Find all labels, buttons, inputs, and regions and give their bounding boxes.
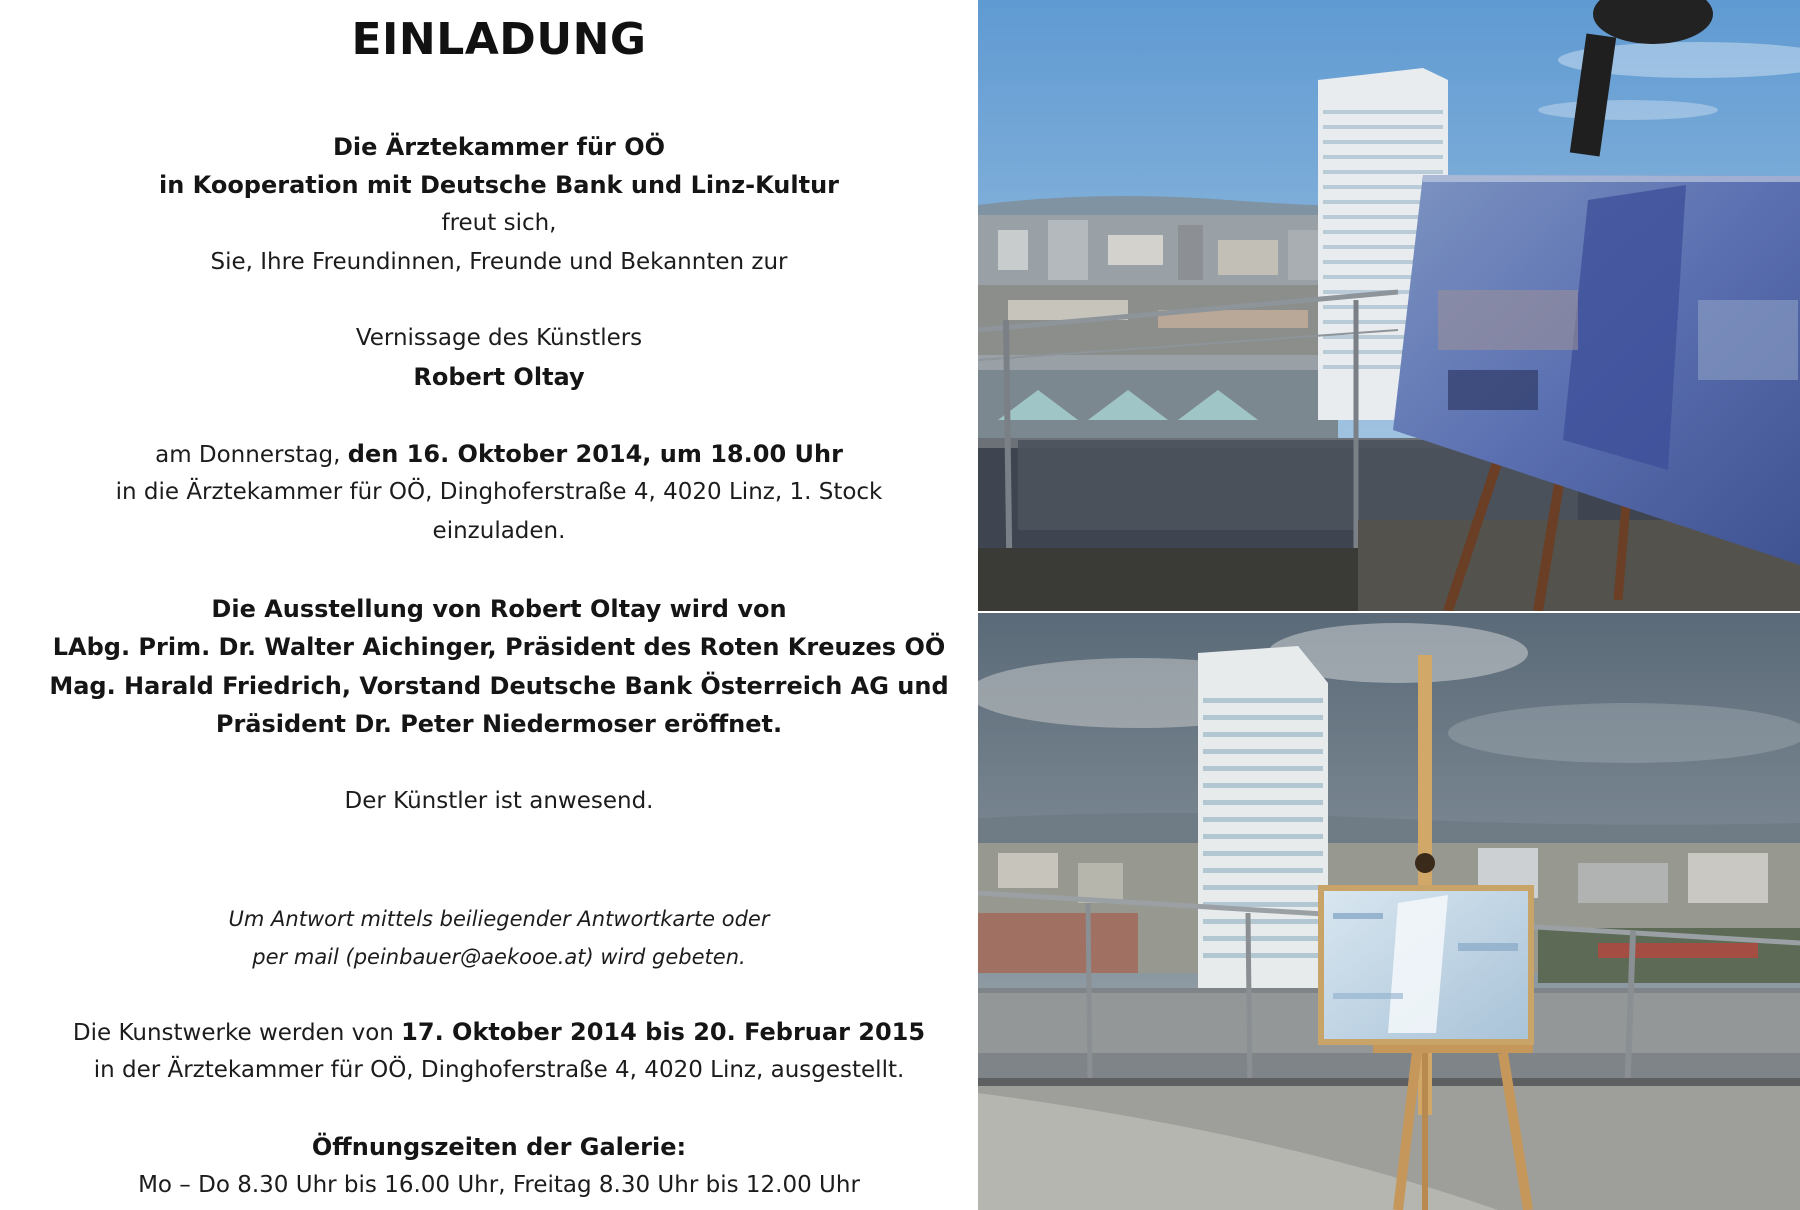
- rsvp-line-1: Um Antwort mittels beiliegender Antwortkarte oder: [228, 907, 770, 931]
- exhibit-prefix: Die Kunstwerke werden von: [72, 1020, 402, 1046]
- hours-title: Öffnungszeiten der Galerie:: [311, 1133, 687, 1161]
- invite-end: einzuladen.: [432, 518, 566, 544]
- greeting-line-1: freut sich,: [441, 210, 557, 236]
- photo-column: [978, 0, 1800, 1210]
- artist-present: Der Künstler ist anwesend.: [344, 788, 654, 814]
- photo-rooftop-sunny-image: [978, 0, 1800, 611]
- exhibit-line: [0, 1018, 998, 1046]
- hours-text: Mo – Do 8.30 Uhr bis 16.00 Uhr, Freitag 8.30 Uhr bis 12.00 Uhr: [138, 1172, 860, 1198]
- date-prefix: am Donnerstag,: [155, 442, 348, 468]
- exhibit-bold: 17. Oktober 2014 bis 20. Februar 2015: [401, 1018, 926, 1046]
- opening-line-1: Die Ausstellung von Robert Oltay wird von: [211, 595, 787, 623]
- location-line: in die Ärztekammer für OÖ, Dinghoferstraße 4, 4020 Linz, 1. Stock: [115, 479, 883, 505]
- invitation-title: EINLADUNG: [351, 14, 647, 65]
- photo-rooftop-cloudy: [978, 613, 1800, 1210]
- host-line-2: in Kooperation mit Deutsche Bank und Linz-Kultur: [158, 171, 839, 199]
- host-line-1: Die Ärztekammer für OÖ: [332, 133, 666, 161]
- photo-rooftop-sunny: [978, 0, 1800, 611]
- opening-line-3: Mag. Harald Friedrich, Vorstand Deutsche Bank Österreich AG und: [49, 672, 949, 700]
- opening-line-4: Präsident Dr. Peter Niedermoser eröffnet.: [215, 710, 783, 738]
- opening-line-2: LAbg. Prim. Dr. Walter Aichinger, Präsident des Roten Kreuzes OÖ: [52, 633, 946, 661]
- vernissage-label: Vernissage des Künstlers: [355, 325, 643, 351]
- exhibit-location: in der Ärztekammer für OÖ, Dinghoferstraße 4, 4020 Linz, ausgestellt.: [93, 1057, 905, 1083]
- photo-rooftop-cloudy-image: [978, 613, 1800, 1210]
- date-line: [0, 440, 998, 468]
- greeting-line-2: Sie, Ihre Freundinnen, Freunde und Bekannten zur: [210, 249, 788, 275]
- artist-name: Robert Oltay: [413, 363, 585, 391]
- rsvp-line-2: per mail (peinbauer@aekooe.at) wird gebeten.: [252, 945, 746, 969]
- date-bold: den 16. Oktober 2014, um 18.00 Uhr: [347, 440, 843, 468]
